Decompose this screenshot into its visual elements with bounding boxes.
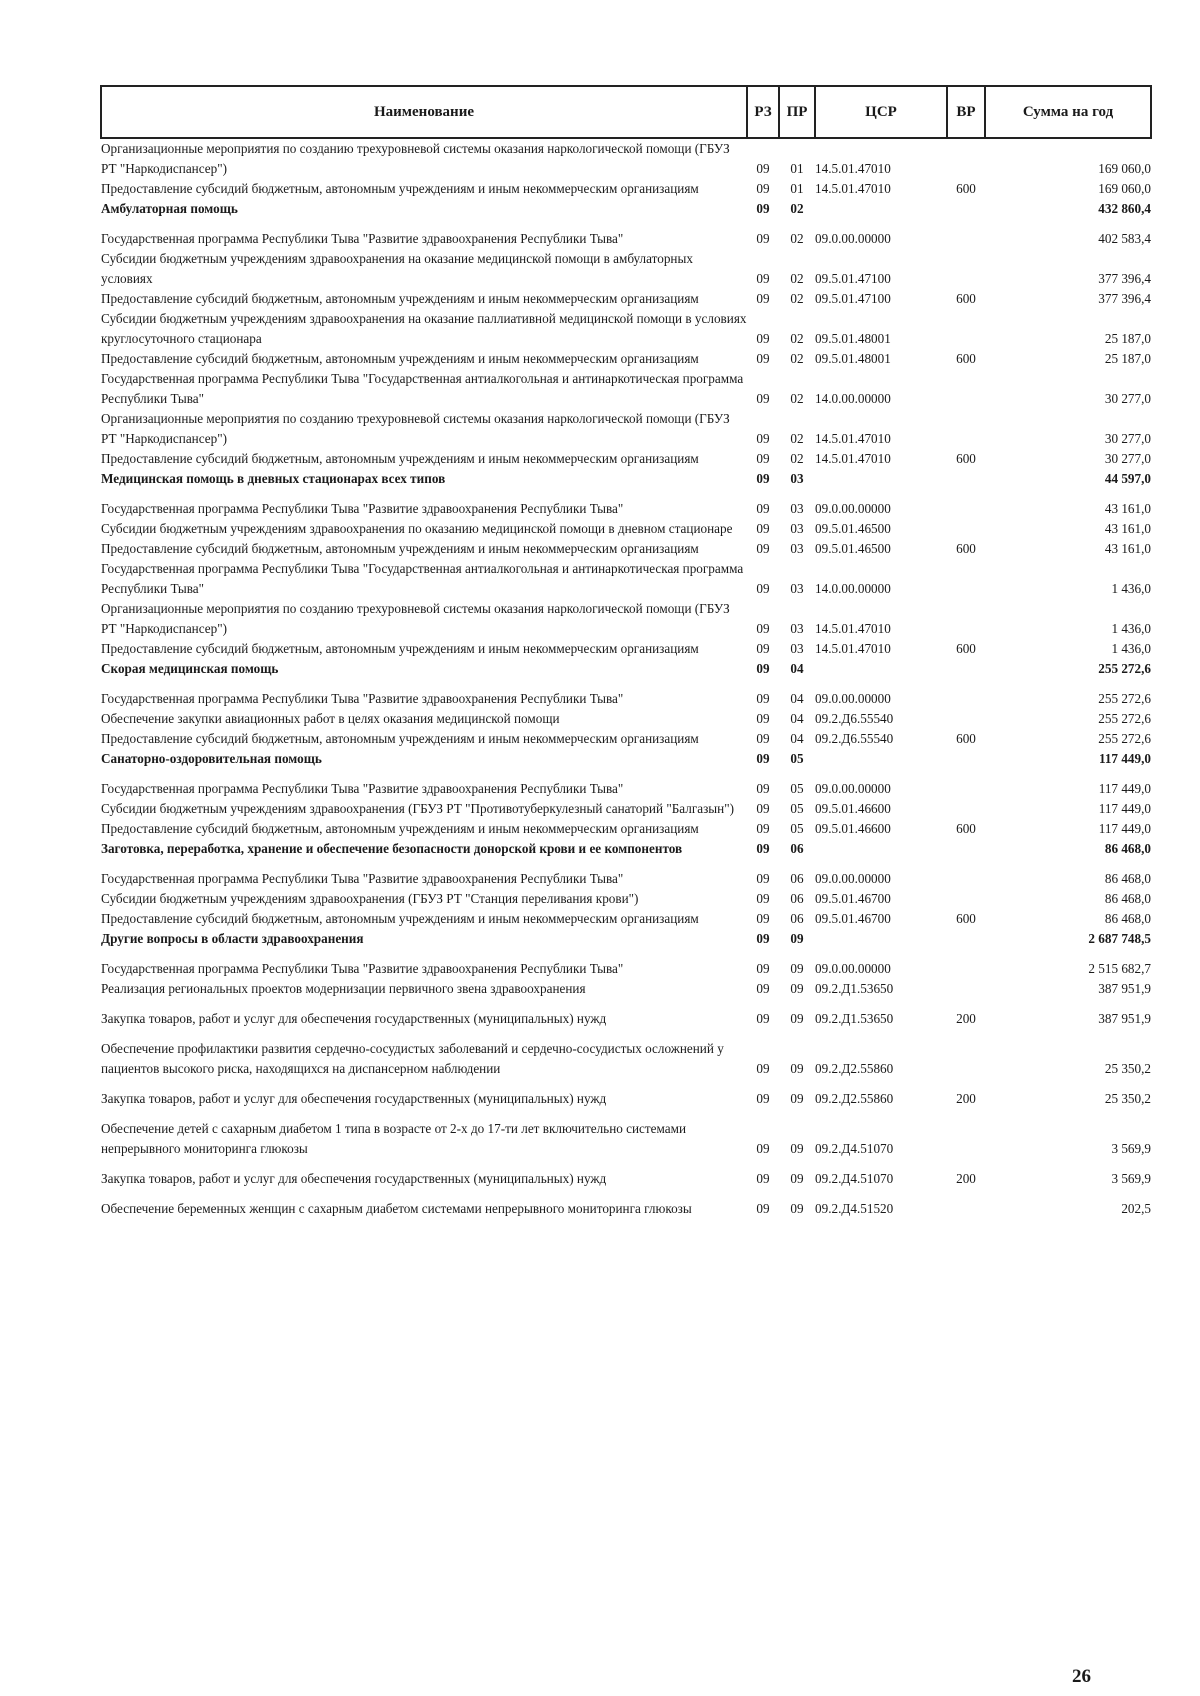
cell-name: Закупка товаров, работ и услуг для обеспечения государственных (муниципальных) нужд	[101, 1011, 607, 1026]
cell-rz: 09	[756, 841, 770, 856]
cell-sum: 43 161,0	[1104, 501, 1151, 516]
cell-sum: 86 468,0	[1104, 871, 1151, 886]
cell-rz: 09	[756, 471, 770, 486]
cell-name: Государственная программа Республики Тыва "Развитие здравоохранения Республики Тыва"	[101, 231, 624, 246]
table-row	[101, 819, 1151, 839]
cell-vr	[947, 979, 985, 999]
cell-csr: 09.2.Д2.55860	[815, 1061, 894, 1076]
table-row	[101, 349, 1151, 369]
table-row	[101, 659, 1151, 679]
cell-pr: 06	[790, 871, 804, 886]
cell-csr: 09.2.Д2.55860	[815, 1091, 894, 1106]
table-row	[101, 249, 1151, 289]
cell-sum: 377 396,4	[1098, 271, 1151, 286]
cell-vr: 200	[956, 1011, 976, 1026]
cell-pr: 06	[790, 891, 804, 906]
cell-sum: 202,5	[1121, 1201, 1151, 1216]
cell-sum: 117 449,0	[1098, 751, 1151, 766]
cell-vr	[947, 859, 985, 889]
cell-pr: 09	[790, 1171, 804, 1186]
cell-rz: 09	[756, 501, 770, 516]
cell-sum: 25 350,2	[1104, 1061, 1151, 1076]
cell-name: Государственная программа Республики Тыва "Развитие здравоохранения Республики Тыва"	[101, 871, 624, 886]
cell-sum: 255 272,6	[1098, 711, 1151, 726]
cell-rz: 09	[756, 1091, 770, 1106]
cell-name: Скорая медицинская помощь	[101, 661, 279, 676]
table-row	[101, 199, 1151, 219]
cell-pr: 09	[790, 1011, 804, 1026]
cell-rz: 09	[756, 351, 770, 366]
cell-vr	[947, 839, 985, 859]
cell-sum: 432 860,4	[1098, 201, 1151, 216]
cell-rz: 09	[756, 161, 770, 176]
cell-pr: 05	[790, 751, 804, 766]
cell-vr	[947, 799, 985, 819]
cell-pr: 03	[790, 471, 804, 486]
cell-vr	[947, 309, 985, 349]
cell-name: Предоставление субсидий бюджетным, автономным учреждениям и иным некоммерческим организациям	[101, 731, 699, 746]
cell-csr: 14.5.01.47010	[815, 621, 891, 636]
cell-name: Закупка товаров, работ и услуг для обеспечения государственных (муниципальных) нужд	[101, 1091, 607, 1106]
cell-vr: 600	[956, 181, 976, 196]
cell-sum: 30 277,0	[1104, 451, 1151, 466]
cell-vr	[947, 1189, 985, 1219]
table-body	[101, 138, 1151, 1219]
table-row	[101, 219, 1151, 249]
cell-sum: 44 597,0	[1104, 471, 1151, 486]
cell-name: Обеспечение беременных женщин с сахарным диабетом системами непрерывного мониторинга глюкозы	[101, 1201, 692, 1216]
table-row	[101, 679, 1151, 709]
table-row	[101, 138, 1151, 179]
cell-rz: 09	[756, 781, 770, 796]
cell-csr: 09.0.00.00000	[815, 501, 891, 516]
cell-csr: 14.5.01.47010	[815, 451, 891, 466]
cell-sum: 1 436,0	[1111, 581, 1151, 596]
table-row	[101, 179, 1151, 199]
cell-name: Предоставление субсидий бюджетным, автономным учреждениям и иным некоммерческим организациям	[101, 911, 699, 926]
cell-rz: 09	[756, 451, 770, 466]
cell-csr: 09.0.00.00000	[815, 231, 891, 246]
cell-vr	[947, 749, 985, 769]
cell-pr: 09	[790, 1201, 804, 1216]
budget-table	[100, 85, 1152, 1219]
cell-pr: 01	[790, 161, 804, 176]
cell-pr: 09	[790, 1141, 804, 1156]
cell-csr: 09.0.00.00000	[815, 871, 891, 886]
cell-pr: 03	[790, 541, 804, 556]
cell-pr: 05	[790, 801, 804, 816]
cell-pr: 05	[790, 821, 804, 836]
cell-csr: 09.2.Д4.51070	[815, 1141, 894, 1156]
cell-sum: 1 436,0	[1111, 641, 1151, 656]
cell-name: Субсидии бюджетным учреждениям здравоохранения по оказанию медицинской помощи в дневном стационаре	[101, 521, 733, 536]
cell-vr	[947, 409, 985, 449]
cell-rz: 09	[756, 981, 770, 996]
cell-csr: 09.2.Д1.53650	[815, 981, 894, 996]
cell-sum: 255 272,6	[1098, 731, 1151, 746]
cell-sum: 86 468,0	[1104, 911, 1151, 926]
cell-rz: 09	[756, 331, 770, 346]
cell-name: Предоставление субсидий бюджетным, автономным учреждениям и иным некоммерческим организациям	[101, 641, 699, 656]
cell-csr	[815, 199, 947, 219]
table-row	[101, 599, 1151, 639]
cell-pr: 09	[790, 931, 804, 946]
cell-vr	[947, 1029, 985, 1079]
cell-csr: 14.5.01.47010	[815, 641, 891, 656]
cell-sum: 43 161,0	[1104, 541, 1151, 556]
cell-name: Другие вопросы в области здравоохранения	[101, 931, 364, 946]
cell-name: Предоставление субсидий бюджетным, автономным учреждениям и иным некоммерческим организациям	[101, 351, 699, 366]
cell-pr: 02	[790, 391, 804, 406]
cell-csr: 09.2.Д6.55540	[815, 731, 894, 746]
cell-pr: 02	[790, 451, 804, 466]
table-row	[101, 519, 1151, 539]
table-row	[101, 839, 1151, 859]
table-row	[101, 289, 1151, 309]
cell-sum: 117 449,0	[1098, 821, 1151, 836]
cell-rz: 09	[756, 581, 770, 596]
cell-sum: 1 436,0	[1111, 621, 1151, 636]
table-row	[101, 799, 1151, 819]
cell-name: Организационные мероприятия по созданию трехуровневой системы оказания наркологической помощи (ГБУЗ РТ "Наркодиспансер")	[101, 141, 730, 176]
cell-sum: 25 187,0	[1104, 351, 1151, 366]
cell-csr: 09.0.00.00000	[815, 691, 891, 706]
cell-name: Субсидии бюджетным учреждениям здравоохранения на оказание паллиативной медицинской помощи в условиях круглосуточного стационара	[101, 311, 747, 346]
cell-csr: 09.5.01.48001	[815, 351, 891, 366]
cell-vr	[947, 679, 985, 709]
cell-rz: 09	[756, 391, 770, 406]
cell-sum: 387 951,9	[1098, 1011, 1151, 1026]
table-row	[101, 409, 1151, 449]
table-row	[101, 1109, 1151, 1159]
cell-name: Обеспечение детей с сахарным диабетом 1 типа в возрасте от 2-х до 17-ти лет включительно системами непрерывного мониторинга глюкозы	[101, 1121, 687, 1156]
cell-csr: 09.2.Д4.51070	[815, 1171, 894, 1186]
cell-sum: 25 350,2	[1104, 1091, 1151, 1106]
cell-csr	[815, 929, 947, 949]
cell-rz: 09	[756, 1171, 770, 1186]
header-name: Наименование	[101, 86, 747, 138]
cell-name: Санаторно-оздоровительная помощь	[101, 751, 322, 766]
cell-name: Субсидии бюджетным учреждениям здравоохранения (ГБУЗ РТ "Станция переливания крови")	[101, 891, 639, 906]
cell-vr: 600	[956, 911, 976, 926]
cell-rz: 09	[756, 961, 770, 976]
cell-rz: 09	[756, 731, 770, 746]
cell-csr: 14.5.01.47010	[815, 431, 891, 446]
cell-sum: 86 468,0	[1104, 841, 1151, 856]
cell-name: Заготовка, переработка, хранение и обеспечение безопасности донорской крови и ее компонентов	[101, 841, 683, 856]
header-rz: РЗ	[747, 86, 779, 138]
cell-csr: 09.5.01.48001	[815, 331, 891, 346]
cell-rz: 09	[756, 1141, 770, 1156]
table-row	[101, 709, 1151, 729]
table-row	[101, 859, 1151, 889]
cell-rz: 09	[756, 871, 770, 886]
cell-sum: 169 060,0	[1098, 181, 1151, 196]
cell-vr	[947, 769, 985, 799]
cell-rz: 09	[756, 751, 770, 766]
table-row	[101, 889, 1151, 909]
cell-csr: 09.5.01.46700	[815, 911, 891, 926]
cell-vr	[947, 659, 985, 679]
cell-pr: 03	[790, 641, 804, 656]
header-csr: ЦСР	[815, 86, 947, 138]
cell-sum: 117 449,0	[1098, 781, 1151, 796]
cell-sum: 255 272,6	[1098, 661, 1151, 676]
cell-sum: 3 569,9	[1111, 1171, 1151, 1186]
cell-sum: 377 396,4	[1098, 291, 1151, 306]
header-vr: ВР	[947, 86, 985, 138]
cell-rz: 09	[756, 1201, 770, 1216]
cell-pr: 09	[790, 981, 804, 996]
cell-vr	[947, 929, 985, 949]
cell-csr: 09.0.00.00000	[815, 781, 891, 796]
cell-name: Предоставление субсидий бюджетным, автономным учреждениям и иным некоммерческим организациям	[101, 291, 699, 306]
table-row	[101, 1079, 1151, 1109]
cell-sum: 255 272,6	[1098, 691, 1151, 706]
cell-sum: 2 515 682,7	[1088, 961, 1151, 976]
cell-name: Государственная программа Республики Тыва "Государственная антиалкогольная и антинаркотическая программа Республики Тыва"	[101, 371, 744, 406]
cell-pr: 03	[790, 501, 804, 516]
cell-pr: 02	[790, 351, 804, 366]
cell-sum: 30 277,0	[1104, 431, 1151, 446]
cell-vr	[947, 1109, 985, 1159]
cell-rz: 09	[756, 821, 770, 836]
cell-vr	[947, 249, 985, 289]
cell-name: Организационные мероприятия по созданию трехуровневой системы оказания наркологической помощи (ГБУЗ РТ "Наркодиспансер")	[101, 411, 730, 446]
cell-sum: 2 687 748,5	[1088, 931, 1151, 946]
cell-vr	[947, 559, 985, 599]
cell-pr: 06	[790, 841, 804, 856]
cell-name: Амбулаторная помощь	[101, 201, 238, 216]
cell-pr: 04	[790, 691, 804, 706]
table-row	[101, 949, 1151, 979]
table-row	[101, 559, 1151, 599]
table-row	[101, 449, 1151, 469]
cell-rz: 09	[756, 291, 770, 306]
cell-pr: 01	[790, 181, 804, 196]
table-row	[101, 1189, 1151, 1219]
cell-vr: 600	[956, 291, 976, 306]
cell-csr: 09.5.01.46500	[815, 521, 891, 536]
header-pr: ПР	[779, 86, 815, 138]
cell-pr: 02	[790, 331, 804, 346]
cell-pr: 04	[790, 731, 804, 746]
table-row	[101, 979, 1151, 999]
cell-vr: 600	[956, 351, 976, 366]
cell-name: Обеспечение профилактики развития сердечно-сосудистых заболеваний и сердечно-сосудистых осложнений у пациентов высокого риска, находящихся на диспансерном наблюдении	[101, 1041, 724, 1076]
cell-csr: 09.5.01.47100	[815, 271, 891, 286]
cell-rz: 09	[756, 801, 770, 816]
cell-name: Реализация региональных проектов модернизации первичного звена здравоохранения	[101, 981, 586, 996]
cell-pr: 09	[790, 1091, 804, 1106]
cell-sum: 86 468,0	[1104, 891, 1151, 906]
cell-csr: 14.5.01.47010	[815, 161, 891, 176]
cell-name: Предоставление субсидий бюджетным, автономным учреждениям и иным некоммерческим организациям	[101, 181, 699, 196]
cell-vr	[947, 949, 985, 979]
cell-rz: 09	[756, 911, 770, 926]
cell-name: Государственная программа Республики Тыва "Развитие здравоохранения Республики Тыва"	[101, 781, 624, 796]
cell-pr: 02	[790, 291, 804, 306]
cell-csr: 09.2.Д1.53650	[815, 1011, 894, 1026]
table-row	[101, 769, 1151, 799]
cell-vr	[947, 489, 985, 519]
table-row	[101, 309, 1151, 349]
table-row	[101, 1029, 1151, 1079]
cell-pr: 02	[790, 271, 804, 286]
table-header	[101, 86, 1151, 138]
cell-rz: 09	[756, 1011, 770, 1026]
cell-rz: 09	[756, 181, 770, 196]
cell-rz: 09	[756, 231, 770, 246]
table-row	[101, 1159, 1151, 1189]
cell-csr: 09.2.Д4.51520	[815, 1201, 894, 1216]
cell-name: Государственная программа Республики Тыва "Развитие здравоохранения Республики Тыва"	[101, 501, 624, 516]
cell-pr: 09	[790, 961, 804, 976]
cell-csr	[815, 659, 947, 679]
cell-rz: 09	[756, 931, 770, 946]
cell-rz: 09	[756, 641, 770, 656]
table-row	[101, 999, 1151, 1029]
cell-rz: 09	[756, 431, 770, 446]
cell-pr: 04	[790, 711, 804, 726]
cell-name: Государственная программа Республики Тыва "Государственная антиалкогольная и антинаркотическая программа Республики Тыва"	[101, 561, 744, 596]
cell-name: Медицинская помощь в дневных стационарах всех типов	[101, 471, 446, 486]
cell-csr: 14.5.01.47010	[815, 181, 891, 196]
page-number: 26	[1072, 1666, 1091, 1687]
cell-pr: 02	[790, 431, 804, 446]
table-row	[101, 469, 1151, 489]
cell-pr: 09	[790, 1061, 804, 1076]
table-row	[101, 639, 1151, 659]
cell-csr: 14.0.00.00000	[815, 391, 891, 406]
cell-vr: 200	[956, 1091, 976, 1106]
cell-sum: 3 569,9	[1111, 1141, 1151, 1156]
cell-vr	[947, 369, 985, 409]
cell-name: Предоставление субсидий бюджетным, автономным учреждениям и иным некоммерческим организациям	[101, 821, 699, 836]
cell-name: Обеспечение закупки авиационных работ в целях оказания медицинской помощи	[101, 711, 560, 726]
cell-sum: 43 161,0	[1104, 521, 1151, 536]
cell-name: Закупка товаров, работ и услуг для обеспечения государственных (муниципальных) нужд	[101, 1171, 607, 1186]
cell-vr: 600	[956, 641, 976, 656]
cell-name: Субсидии бюджетным учреждениям здравоохранения на оказание медицинской помощи в амбулаторных условиях	[101, 251, 693, 286]
cell-csr: 09.5.01.46600	[815, 801, 891, 816]
cell-rz: 09	[756, 711, 770, 726]
table-row	[101, 729, 1151, 749]
cell-sum: 169 060,0	[1098, 161, 1151, 176]
cell-rz: 09	[756, 541, 770, 556]
cell-sum: 25 187,0	[1104, 331, 1151, 346]
cell-pr: 04	[790, 661, 804, 676]
cell-vr	[947, 138, 985, 179]
cell-name: Организационные мероприятия по созданию трехуровневой системы оказания наркологической помощи (ГБУЗ РТ "Наркодиспансер")	[101, 601, 730, 636]
cell-rz: 09	[756, 521, 770, 536]
table-row	[101, 489, 1151, 519]
cell-sum: 387 951,9	[1098, 981, 1151, 996]
cell-pr: 03	[790, 521, 804, 536]
table-row	[101, 369, 1151, 409]
table-row	[101, 539, 1151, 559]
cell-vr: 600	[956, 451, 976, 466]
cell-vr	[947, 199, 985, 219]
cell-rz: 09	[756, 621, 770, 636]
cell-vr	[947, 219, 985, 249]
cell-rz: 09	[756, 1061, 770, 1076]
cell-csr: 09.0.00.00000	[815, 961, 891, 976]
cell-csr	[815, 469, 947, 489]
cell-vr: 600	[956, 731, 976, 746]
cell-vr	[947, 709, 985, 729]
cell-csr: 14.0.00.00000	[815, 581, 891, 596]
cell-vr: 600	[956, 821, 976, 836]
cell-vr: 600	[956, 541, 976, 556]
cell-pr: 05	[790, 781, 804, 796]
cell-rz: 09	[756, 891, 770, 906]
cell-vr	[947, 889, 985, 909]
cell-sum: 30 277,0	[1104, 391, 1151, 406]
cell-csr: 09.5.01.46500	[815, 541, 891, 556]
cell-name: Государственная программа Республики Тыва "Развитие здравоохранения Республики Тыва"	[101, 691, 624, 706]
cell-csr: 09.5.01.46600	[815, 821, 891, 836]
cell-rz: 09	[756, 661, 770, 676]
cell-rz: 09	[756, 691, 770, 706]
cell-name: Предоставление субсидий бюджетным, автономным учреждениям и иным некоммерческим организациям	[101, 451, 699, 466]
cell-csr: 09.5.01.47100	[815, 291, 891, 306]
cell-csr	[815, 749, 947, 769]
cell-sum: 402 583,4	[1098, 231, 1151, 246]
cell-rz: 09	[756, 201, 770, 216]
cell-csr	[815, 839, 947, 859]
cell-pr: 03	[790, 621, 804, 636]
cell-pr: 03	[790, 581, 804, 596]
cell-name: Субсидии бюджетным учреждениям здравоохранения (ГБУЗ РТ "Противотуберкулезный санаторий "Балгазын")	[101, 801, 734, 816]
cell-pr: 02	[790, 231, 804, 246]
cell-csr: 09.5.01.46700	[815, 891, 891, 906]
cell-vr	[947, 469, 985, 489]
cell-pr: 02	[790, 201, 804, 216]
cell-vr	[947, 519, 985, 539]
cell-name: Государственная программа Республики Тыва "Развитие здравоохранения Республики Тыва"	[101, 961, 624, 976]
cell-name: Предоставление субсидий бюджетным, автономным учреждениям и иным некоммерческим организациям	[101, 541, 699, 556]
cell-vr: 200	[956, 1171, 976, 1186]
table-row	[101, 909, 1151, 929]
table-row	[101, 749, 1151, 769]
header-sum: Сумма на год	[985, 86, 1151, 138]
cell-csr: 09.2.Д6.55540	[815, 711, 894, 726]
cell-sum: 117 449,0	[1098, 801, 1151, 816]
cell-vr	[947, 599, 985, 639]
cell-rz: 09	[756, 271, 770, 286]
table-row	[101, 929, 1151, 949]
cell-pr: 06	[790, 911, 804, 926]
